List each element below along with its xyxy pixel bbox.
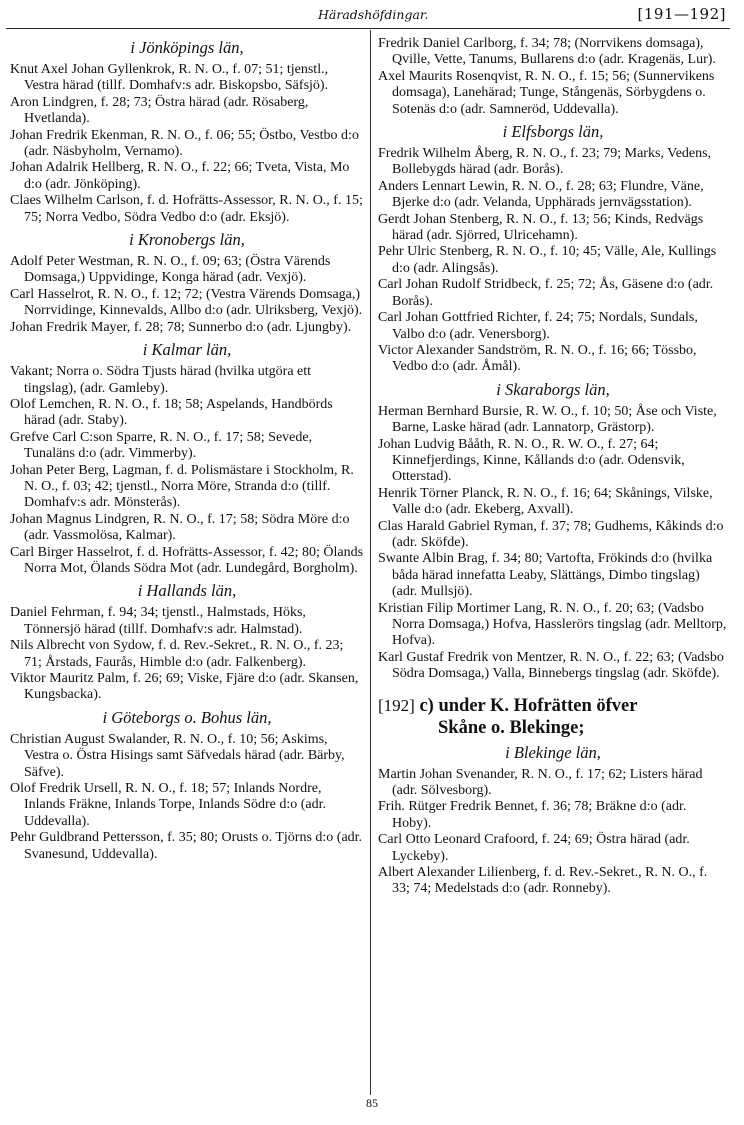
judge-entry: Nils Albrecht von Sydow, f. d. Rev.-Sekret., R. N. O., f. 23; 71; Årstads, Faurås, Himble d:o (adr. Falkenberg). <box>10 638 344 670</box>
judge-entry: Johan Fredrik Mayer, f. 28; 78; Sunnerbo d:o (adr. Ljungby). <box>10 319 352 335</box>
judge-entry: Johan Ludvig Bååth, R. N. O., R. W. O., f. 27; 64; Kinnefjerdings, Kinne, Kållands d:o (adr. Odensvik, Otterstad). <box>378 436 685 485</box>
judge-entry: Kristian Filip Mortimer Lang, R. N. O., f. 20; 63; (Vadsbo Norra Domsaga,) Hofva, Hasslerörs tingslag (adr. Melltorp, Hofva). <box>378 600 727 649</box>
left-column <box>10 36 364 863</box>
right-column-top <box>378 36 728 683</box>
judge-entry: Daniel Fehrman, f. 94; 34; tjenstl., Halmstads, Höks, Tönnersjö härad (tillf. Domhafv:s adr. Halmstad). <box>10 605 306 637</box>
judge-entry: Johan Magnus Lindgren, R. N. O., f. 17; 58; Södra Möre d:o (adr. Vassmolösa, Kalmar). <box>10 511 350 544</box>
judge-entry: Fredrik Wilhelm Åberg, R. N. O., f. 23; 79; Marks, Vedens, Bollebygds härad (adr. Borås). <box>378 146 712 178</box>
judge-entry: Viktor Mauritz Palm, f. 26; 69; Viske, Fjäre d:o (adr. Skansen, Kungsbacka). <box>10 671 359 703</box>
section-line2: Skåne o. Blekinge; <box>438 717 585 738</box>
judge-entry: Pehr Ulric Stenberg, R. N. O., f. 10; 45; Välle, Ale, Kullings d:o (adr. Alingsås). <box>378 244 717 276</box>
page-number: 85 <box>366 1096 378 1110</box>
column-divider <box>370 30 371 1095</box>
judge-entry: Johan Adalrik Hellberg, R. N. O., f. 22; 66; Tveta, Vista, Mo d:o (adr. Jönköping). <box>10 160 350 192</box>
judge-entry: Grefve Carl C:son Sparre, R. N. O., f. 17; 58; Sevede, Tunaläns d:o (adr. Vimmerby). <box>10 429 313 462</box>
judge-entry: Axel Maurits Rosenqvist, R. N. O., f. 15; 56; (Sunnervikens domsaga), Lanehärad; Tunge, Stångenäs, Sörbygdens o. Sotenäs d:o (adr. Samneröd, Uddevalla). <box>378 68 715 117</box>
judge-entry: Anders Lennart Lewin, R. N. O., f. 28; 63; Flundre, Väne, Bjerke d:o (adr. Velanda, Upphärads jernvägsstation). <box>378 178 704 211</box>
judge-entry: Clas Harald Gabriel Ryman, f. 37; 78; Gudhems, Kåkinds d:o (adr. Sköfde). <box>378 518 724 550</box>
judge-entry: Albert Alexander Lilienberg, f. d. Rev.-Sekret., R. N. O., f. 33; 74; Medelstads d:o (adr. Ronneby). <box>378 865 708 897</box>
judge-entry: Olof Fredrik Ursell, R. N. O., f. 18; 57; Inlands Nordre, Inlands Fräkne, Inlands Torpe, Inlands Södre d:o (adr. Uddevalla). <box>10 781 327 829</box>
judge-entry: Claes Wilhelm Carlson, f. d. Hofrätts-Assessor, R. N. O., f. 15; 75; Norra Vedbo, Södra Vedbo d:o (adr. Eksjö). <box>10 193 363 225</box>
judge-entry: Carl Otto Leonard Crafoord, f. 24; 69; Östra härad (adr. Lyckeby). <box>378 832 690 864</box>
section-line1: c) under K. Hofrätten öfver <box>419 695 638 716</box>
judge-entry: Martin Johan Svenander, R. N. O., f. 17; 62; Listers härad (adr. Sölvesborg). <box>378 766 703 799</box>
judge-entry: Henrik Törner Planck, R. N. O., f. 16; 64; Skånings, Vilske, Valle d:o (adr. Ekeberg, Axvall). <box>378 485 713 518</box>
judge-entry: Swante Albin Brag, f. 34; 80; Vartofta, Frökinds d:o (hvilka båda härad innefatta Leaby, Slättängs, Dimbo tingslag) (adr. Mullsjö). <box>378 551 713 600</box>
page-range: [191—192] <box>637 5 726 23</box>
judge-entry: Knut Axel Johan Gyllenkrok, R. N. O., f. 07; 51; tjenstl., Vestra härad (tillf. Domhafv:s adr. Biskopsbo, Säfsjö). <box>10 62 329 94</box>
judge-entry: Pehr Guldbrand Pettersson, f. 35; 80; Orusts o. Tjörns d:o (adr. Svanesund, Uddevalla). <box>10 830 363 862</box>
judge-entry: Carl Hasselrot, R. N. O., f. 12; 72; (Vestra Värends Domsaga,) Norrvidinge, Kinnevalds, Allbo d:o (adr. Ulriksberg, Vexjö). <box>10 286 363 319</box>
county-heading: i Kronobergs län, <box>129 230 245 250</box>
judge-entry: Gerdt Johan Stenberg, R. N. O., f. 13; 56; Kinds, Redvägs härad (adr. Sjörred, Ulricehamn). <box>378 211 704 244</box>
judge-entry: Christian August Swalander, R. N. O., f. 10; 56; Askims, Vestra o. Östra Hisings samt Säfvedals härad (adr. Bärby, Säfve). <box>10 731 345 780</box>
judge-entry: Fredrik Daniel Carlborg, f. 34; 78; (Norrvikens domsaga), Qville, Vette, Tanums, Bullarens d:o (adr. Kragenäs, Lur). <box>378 36 716 68</box>
right-column <box>378 36 728 898</box>
judge-entry: Olof Lemchen, R. N. O., f. 18; 58; Aspelands, Handbörds härad (adr. Staby). <box>10 396 333 429</box>
judge-entry: Adolf Peter Westman, R. N. O., f. 09; 63; (Östra Värends Domsaga,) Uppvidinge, Konga härad (adr. Vexjö). <box>10 254 331 286</box>
running-title: Häradshöfdingar. <box>318 7 429 22</box>
judge-entry: Carl Johan Rudolf Stridbeck, f. 25; 72; Ås, Gäsene d:o (adr. Borås). <box>378 277 714 309</box>
county-heading: i Elfsborgs län, <box>502 122 604 142</box>
right-column-bottom <box>378 743 728 898</box>
judge-entry: Vakant; Norra o. Södra Tjusts härad (hvilka utgöra ett tingslag), (adr. Gamleby). <box>10 364 312 396</box>
judge-entry: Carl Johan Gottfried Richter, f. 24; 75; Nordals, Sundals, Valbo d:o (adr. Venersborg). <box>378 310 698 342</box>
county-heading: i Blekinge län, <box>505 742 601 762</box>
judge-entry: Herman Bernhard Bursie, R. W. O., f. 10; 50; Åse och Viste, Barne, Laske härad (adr. Lannatorp, Grästorp). <box>378 403 717 436</box>
judge-entry: Karl Gustaf Fredrik von Mentzer, R. N. O., f. 22; 63; (Vadsbo Södra Domsaga,) Valla, Binnebergs tingslag (adr. Sköfde). <box>378 649 724 682</box>
judge-entry: Carl Birger Hasselrot, f. d. Hofrätts-Assessor, f. 42; 80; Ölands Norra Mot, Ölands Södra Mot (adr. Lundegård, Borgholm). <box>10 544 364 576</box>
section-heading <box>378 695 728 739</box>
judge-entry: Aron Lindgren, f. 28; 73; Östra härad (adr. Rösaberg, Hvetlanda). <box>10 94 309 127</box>
county-heading: i Göteborgs o. Bohus län, <box>102 707 272 727</box>
county-heading: i Hallands län, <box>137 581 237 601</box>
judge-entry: Frih. Rütger Fredrik Bennet, f. 36; 78; Bräkne d:o (adr. Hoby). <box>378 799 687 831</box>
county-heading: i Jönköpings län, <box>130 38 244 57</box>
judge-entry: Victor Alexander Sandström, R. N. O., f. 16; 66; Tössbo, Vedbo d:o (adr. Åmål). <box>378 342 697 375</box>
judge-entry: Johan Fredrik Ekenman, R. N. O., f. 06; 55; Östbo, Vestbo d:o (adr. Näsbyholm, Vernamo). <box>10 127 359 160</box>
judge-entry: Johan Peter Berg, Lagman, f. d. Polismästare i Stockholm, R. N. O., f. 03; 42; tjenstl., Norra Möre, Stranda d:o (tillf. Domhafv:s adr. Mönsterås). <box>10 462 354 511</box>
county-heading: i Kalmar län, <box>142 340 232 360</box>
section-number: [192] <box>378 695 415 715</box>
county-heading: i Skaraborgs län, <box>496 379 610 399</box>
running-header <box>6 4 730 29</box>
